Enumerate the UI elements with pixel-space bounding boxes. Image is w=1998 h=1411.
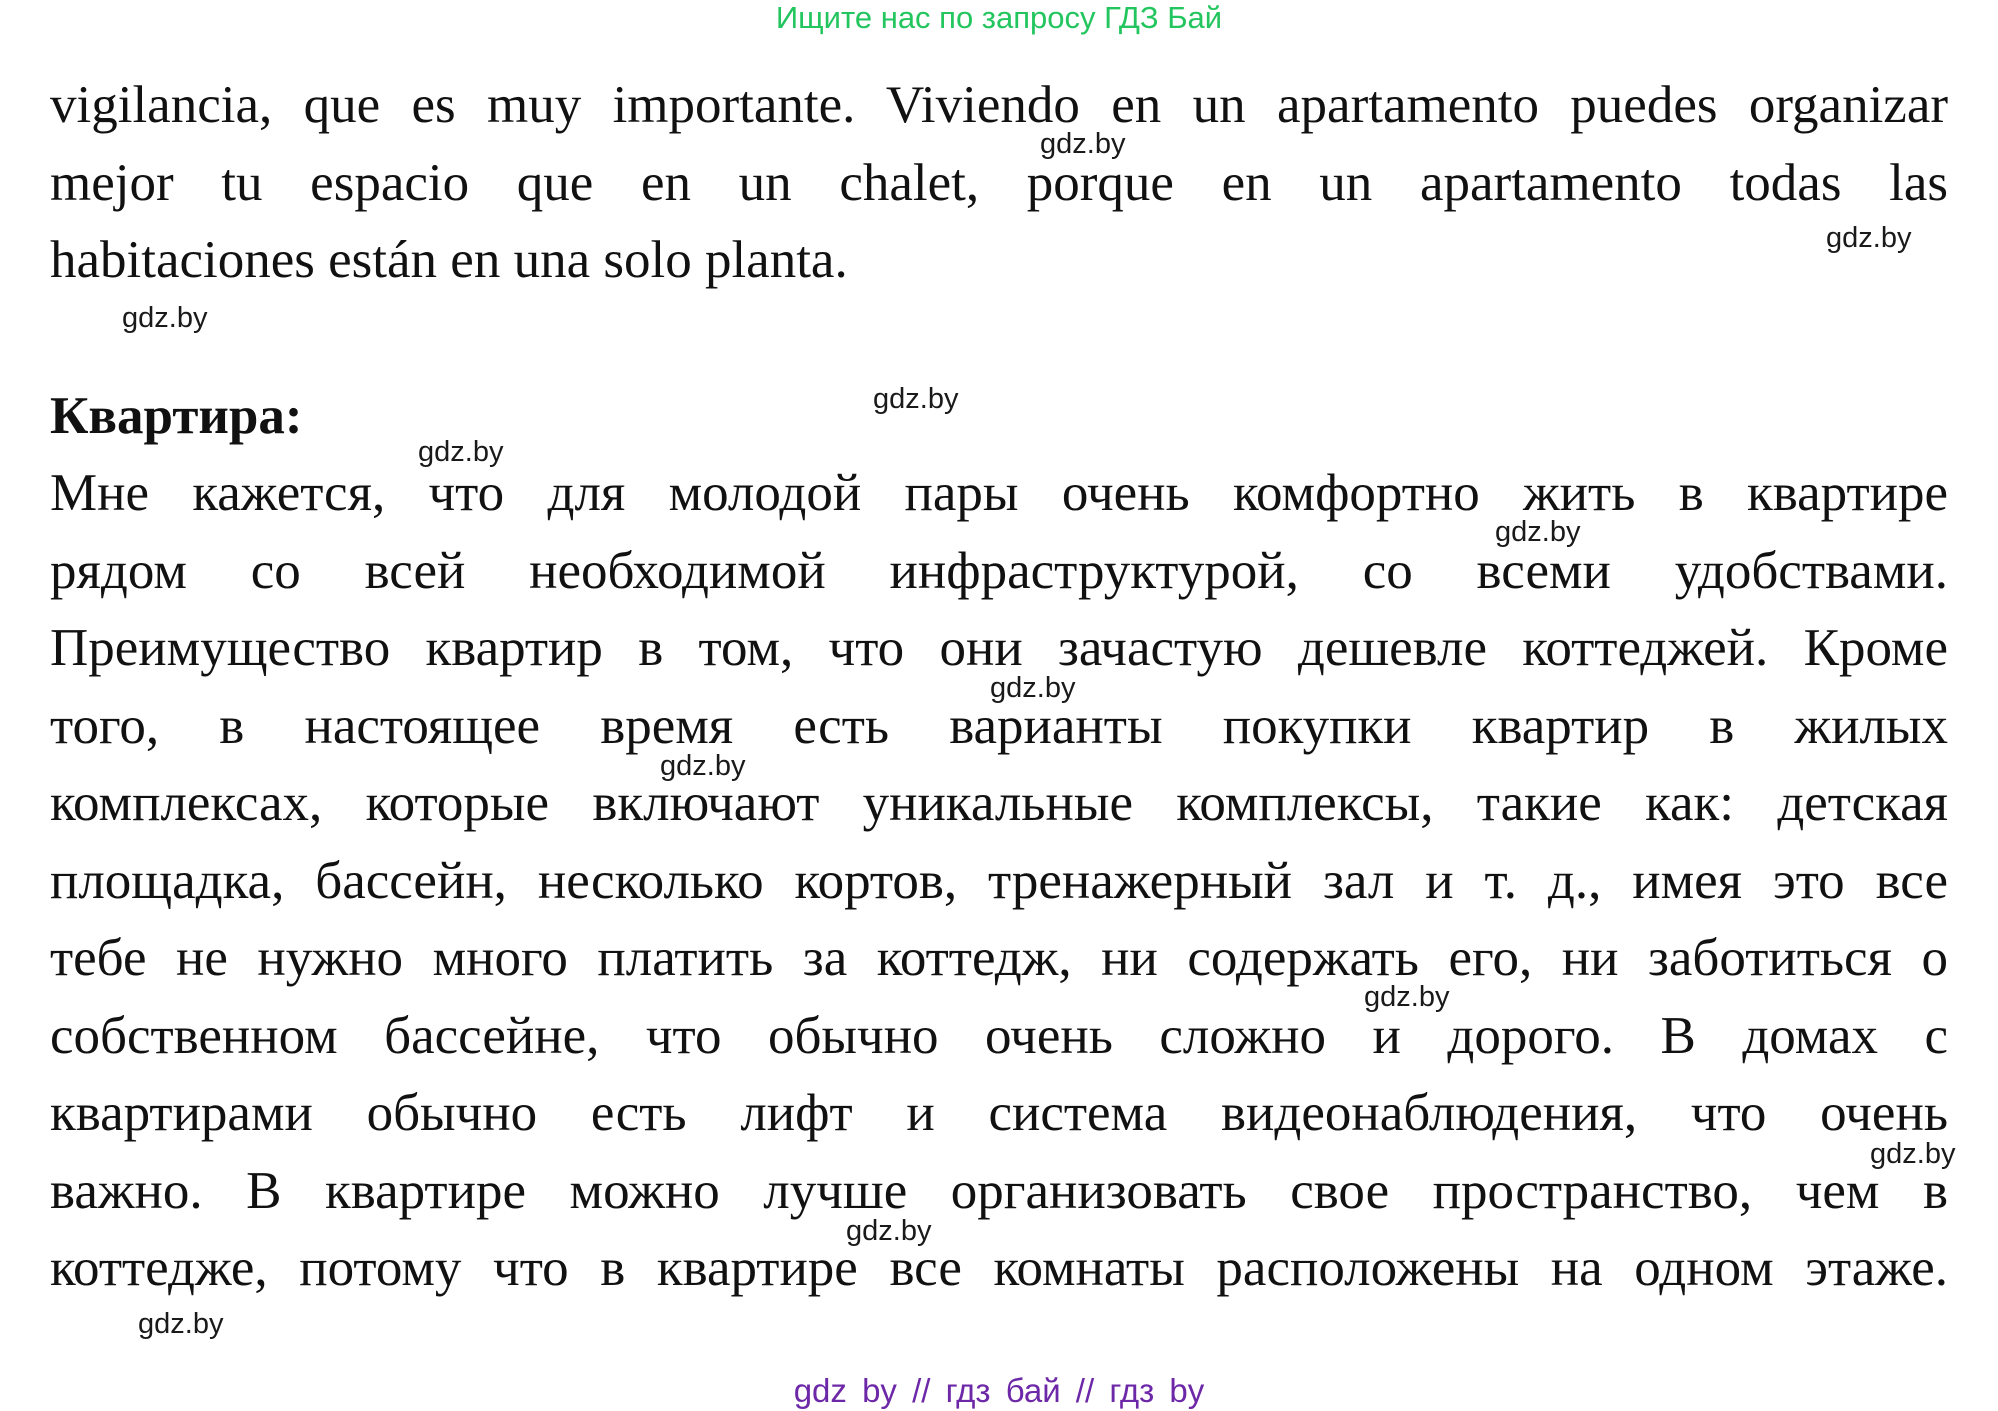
paragraph-line: площадка, бассейн, несколько кортов, тренажерный зал и т. д., имея это все <box>50 851 1948 910</box>
paragraph-line: того, в настоящее время есть варианты покупки квартир в жилых <box>50 696 1948 755</box>
watermark: gdz.by <box>660 750 746 782</box>
paragraph-line: mejor tu espacio que en un chalet, porque en un apartamento todas las <box>50 153 1948 212</box>
section-heading: Квартира: <box>50 387 303 445</box>
paragraph-line: квартирами обычно есть лифт и система видеонаблюдения, что очень <box>50 1084 1948 1142</box>
paragraph-line: Преимущество квартир в том, что они зачастую дешевле коттеджей. Кроме <box>50 619 1948 677</box>
watermark: gdz.by <box>1826 222 1912 254</box>
paragraph-line: коттедже, потому что в квартире все комнаты расположены на одном этаже. <box>50 1239 1948 1297</box>
footer-links: gdz by // гдз бай // гдз by <box>793 1372 1205 1409</box>
watermark: gdz.by <box>1040 128 1126 160</box>
paragraph-line: рядом со всей необходимой инфраструктурой, со всеми удобствами. <box>50 541 1948 600</box>
watermark: gdz.by <box>846 1215 932 1247</box>
watermark: gdz.by <box>122 302 208 334</box>
russian-paragraph <box>50 455 1948 1308</box>
spanish-paragraph <box>50 67 1948 300</box>
paragraph-line: важно. В квартире можно лучше организовать свое пространство, чем в <box>50 1161 1948 1220</box>
paragraph-line: habitaciones están en una solo planta. <box>50 231 848 289</box>
watermark: gdz.by <box>418 436 504 468</box>
watermark: gdz.by <box>1495 516 1581 548</box>
paragraph-line: собственном бассейне, что обычно очень сложно и дорого. В домах с <box>50 1006 1948 1065</box>
watermark: gdz.by <box>873 383 959 415</box>
paragraph-line: vigilancia, que es muy importante. Viviendo en un apartamento puedes organizar <box>50 76 1948 134</box>
watermark: gdz.by <box>138 1308 224 1340</box>
paragraph-line: тебе не нужно много платить за коттедж, ни содержать его, ни заботиться о <box>50 929 1948 987</box>
watermark: gdz.by <box>990 672 1076 704</box>
watermark: gdz.by <box>1364 981 1450 1013</box>
search-banner: Ищите нас по запросу ГДЗ Бай <box>775 0 1223 35</box>
paragraph-line: Мне кажется, что для молодой пары очень комфортно жить в квартире <box>50 464 1948 522</box>
watermark: gdz.by <box>1870 1138 1956 1170</box>
paragraph-line: комплексах, которые включают уникальные комплексы, такие как: детская <box>50 774 1948 832</box>
